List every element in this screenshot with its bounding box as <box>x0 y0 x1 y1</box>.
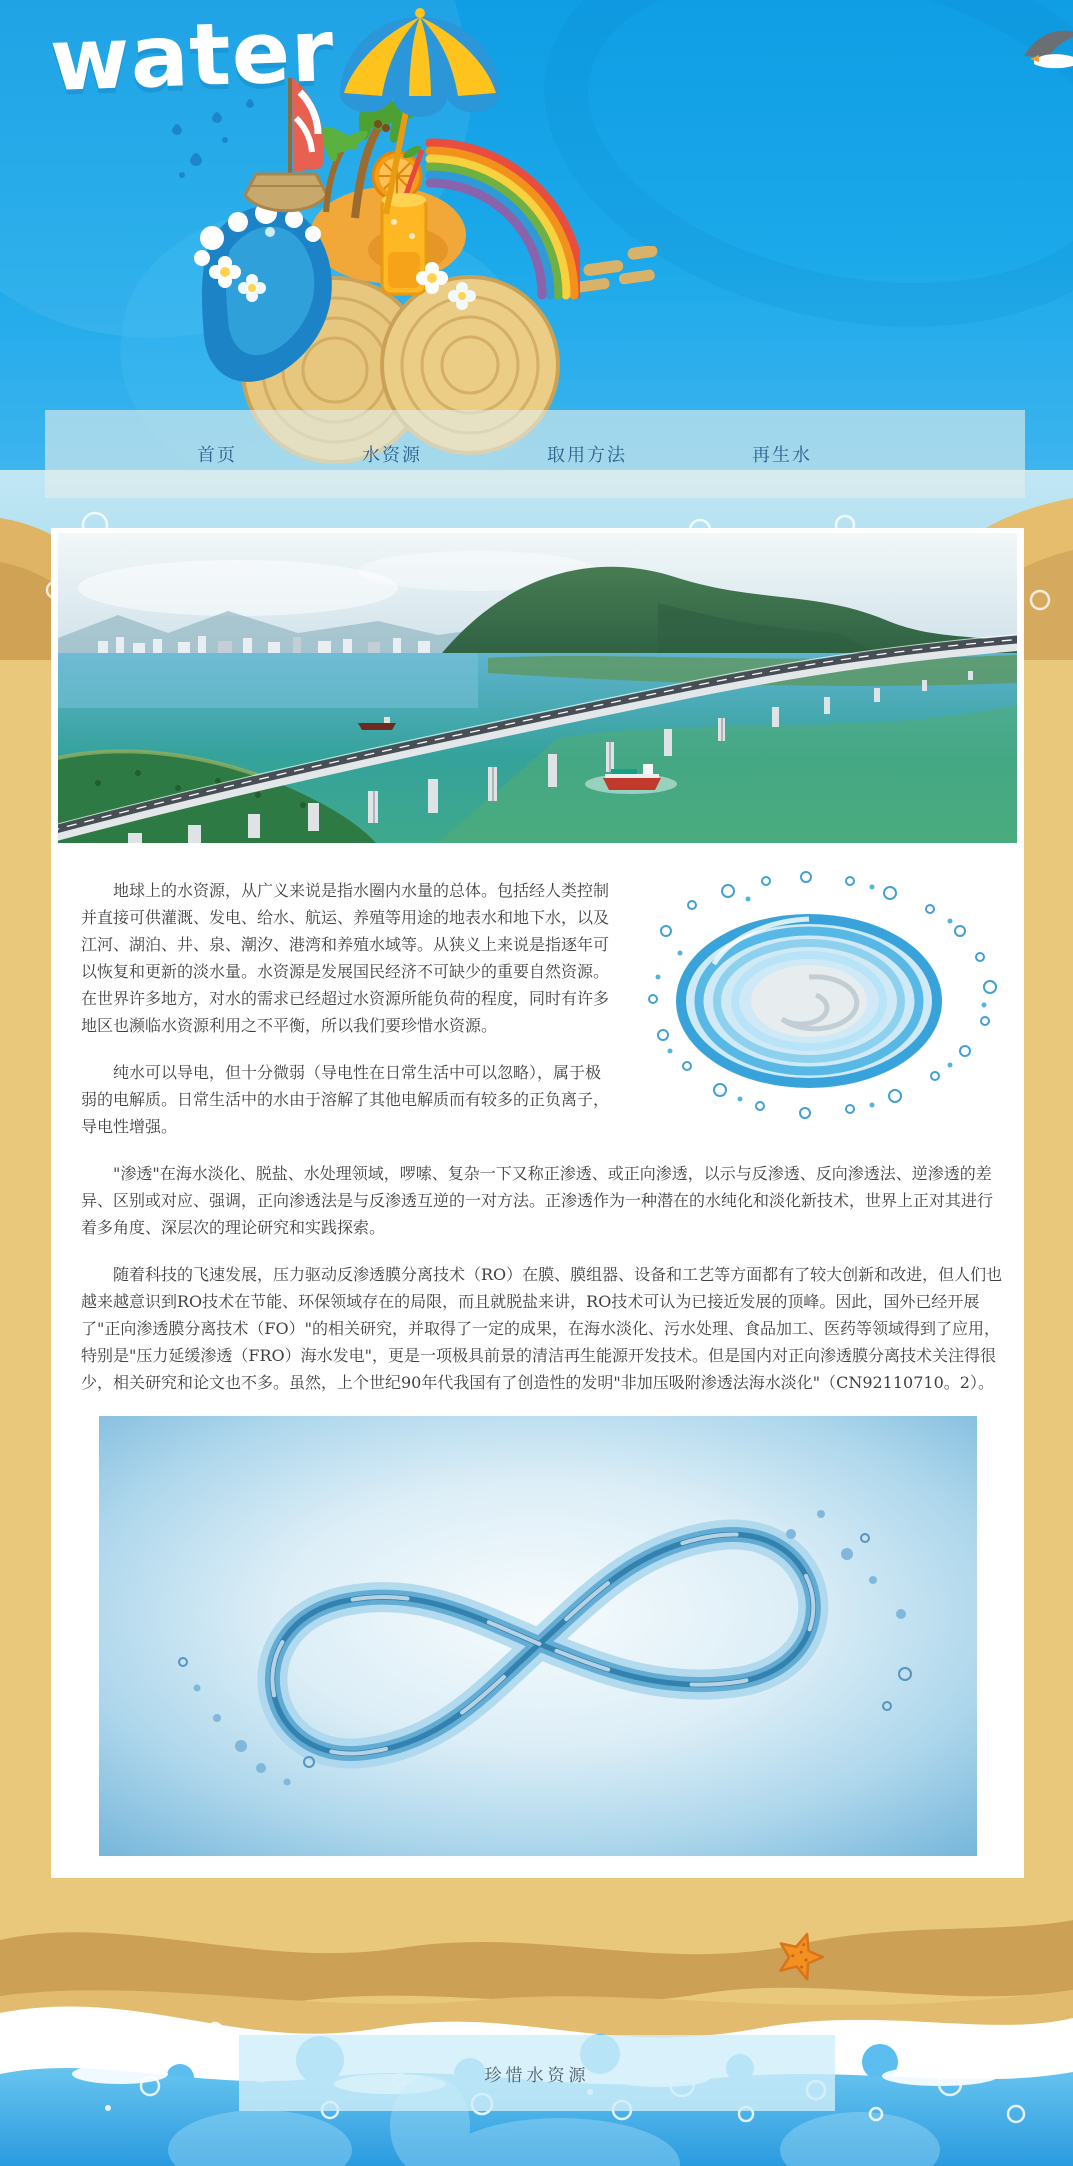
nav-list <box>45 410 1025 498</box>
vortex-disc <box>677 915 941 1087</box>
content-panel <box>51 528 1024 1878</box>
footer-beach <box>0 1878 1073 2166</box>
bridge-photo <box>58 533 1017 843</box>
nav-item-water-resources[interactable]: 水资源 <box>362 445 422 466</box>
footer-slogan <box>239 2035 835 2111</box>
infinity-water-image <box>99 1416 977 1856</box>
paragraph-osmosis: "渗透"在海水淡化、脱盐、水处理领域，啰嗦、复杂一下又称正渗透、或正向渗透，以示与反渗透、反向渗透法、逆渗透的差异、区别或对应、强调，正向渗透法是与反渗透互逆的一对方法。正渗透作为一种潜在的水纯化和淡化新技术，世界上正对其进行着多角度、深层次的理论研究和实践探索。 <box>81 1164 994 1237</box>
paragraph-conductivity: 纯水可以导电，但十分微弱（导电性在日常生活中可以忽略），属于极弱的电解质。日常生活中的水由于溶解了其他电解质而有较多的正负离子，导电性增强。 <box>81 1063 610 1136</box>
paragraph-ro-technology: 随着科技的飞速发展，压力驱动反渗透膜分离技术（RO）在膜、膜组器、设备和工艺等方面都有了较大创新和改进，但人们也越来越意识到RO技术在节能、环保领域存在的局限，而且就脱盐来讲，RO技术可认为已接近发展的顶峰。因此，国外已经开展了"正向渗透膜分离技术（FO）"的相关研究，并取得了一定的成果，在海水淡化、污水处理、食品加工、医药等领域得到了应用，特别是"压力延缓渗透（FRO）海水发电"，更是一项极具前景的清洁再生能源开发技术。但是国内对正向渗透膜分离技术关注得很少，相关研究和论文也不多。虽然，上个世纪90年代我国有了创造性的发明"非加压吸附渗透法海水淡化"（CN92110710。2）。 <box>81 1265 1003 1392</box>
water-droplets-icon <box>172 99 254 178</box>
sky-wave-pattern <box>507 0 1073 380</box>
footer-slogan-text: 珍惜水资源 <box>484 2065 590 2086</box>
article <box>51 843 1024 1396</box>
water-vortex-image <box>644 869 1004 1141</box>
seagull-icon <box>1016 24 1073 86</box>
nav-item-home[interactable]: 首页 <box>197 445 237 466</box>
footer-beach-scene <box>0 1878 1073 2166</box>
site-logo: water <box>48 1 337 111</box>
main-nav <box>45 410 1025 498</box>
nav-item-reclaimed-water[interactable]: 再生水 <box>752 445 812 466</box>
nav-item-extraction-methods[interactable]: 取用方法 <box>547 445 627 466</box>
paragraph-water-resources: 地球上的水资源，从广义来说是指水圈内水量的总体。包括经人类控制并直接可供灌溉、发电、给水、航运、养殖等用途的地表水和地下水，以及江河、湖泊、井、泉、潮汐、港湾和养殖水域等。从狭义上来说是指逐年可以恢复和更新的淡水量。水资源是发展国民经济不可缺少的重要自然资源。在世界许多地方，对水的需求已经超过水资源所能负荷的程度，同时有许多地区也濒临水资源利用之不平衡，所以我们要珍惜水资源。 <box>81 881 610 1035</box>
